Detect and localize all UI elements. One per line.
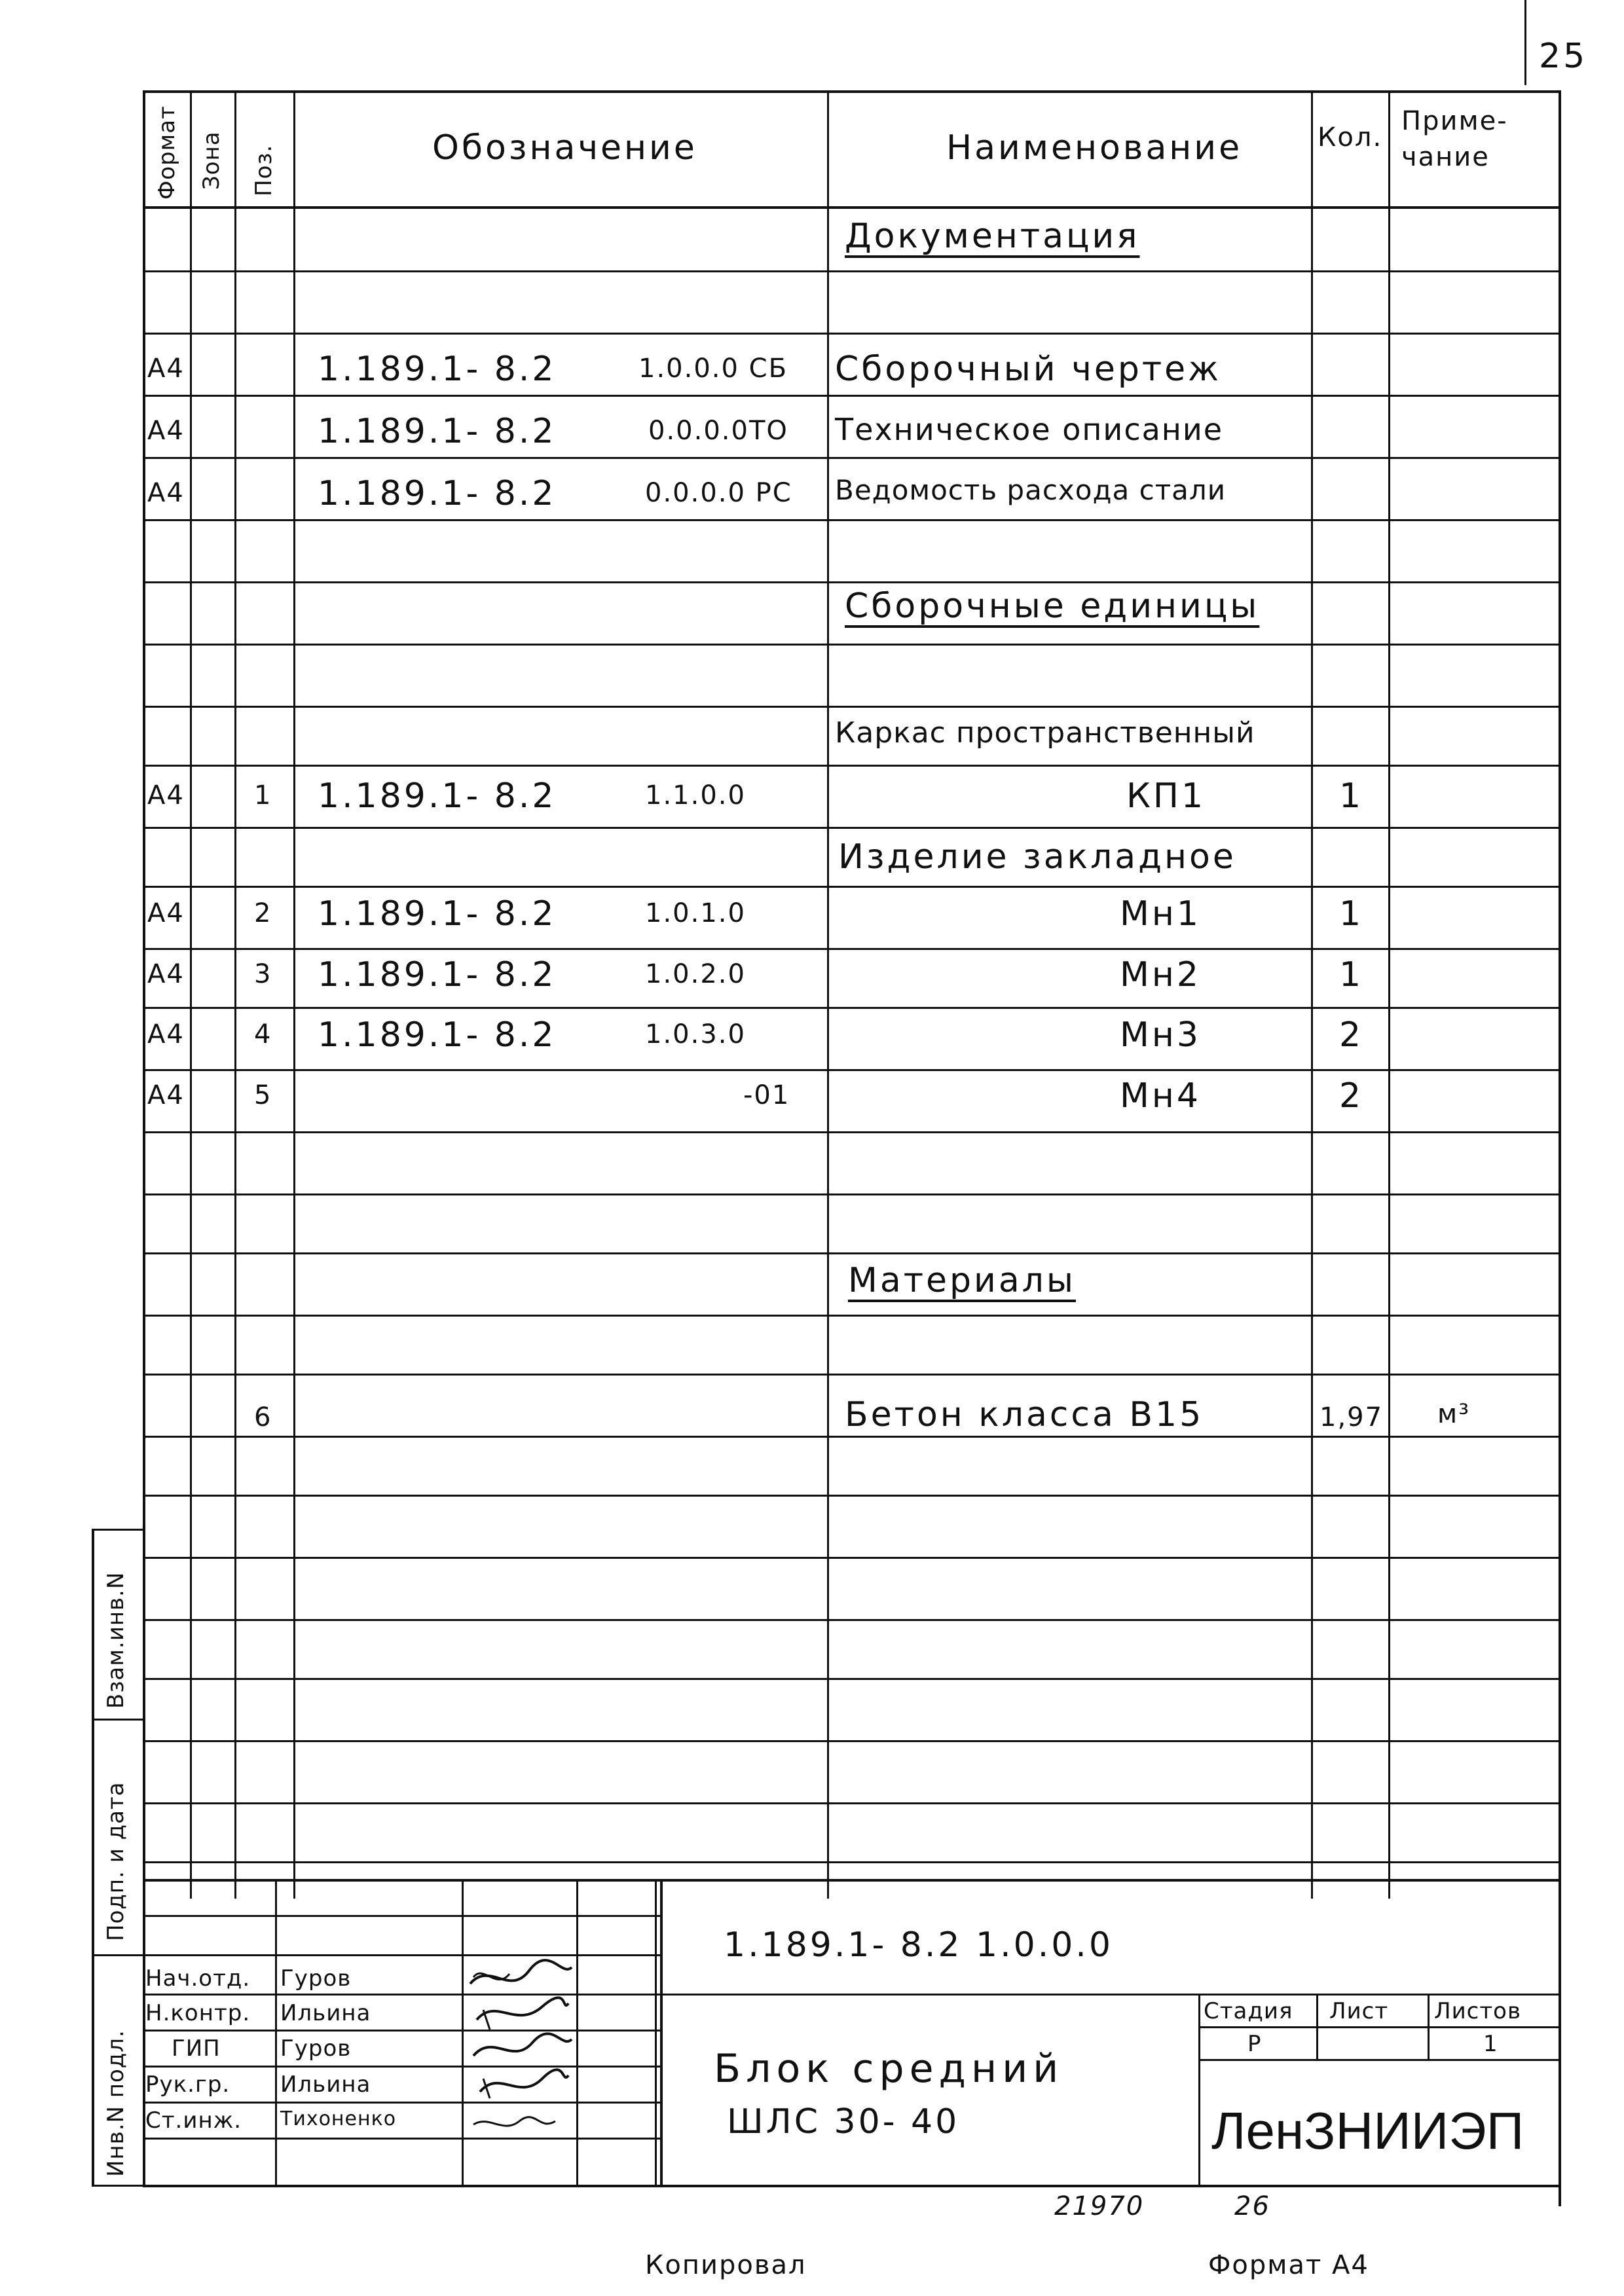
format-label: Формат А4 xyxy=(1208,2250,1369,2280)
title-line-1: Блок средний xyxy=(714,2046,1064,2092)
organization: ЛенЗНИИЭП xyxy=(1211,2102,1524,2160)
section-assembly-units: Сборочные единицы xyxy=(845,587,1260,626)
col-sep-pos xyxy=(293,92,295,1899)
title-block-top xyxy=(143,1879,1561,1882)
sheets-label: Листов xyxy=(1434,1998,1522,2024)
title-block-bottom xyxy=(143,2185,1561,2187)
header-bottom xyxy=(143,206,1561,209)
frame-top xyxy=(143,90,1561,93)
col-sep-zone xyxy=(234,92,236,1899)
order-number: 21970 xyxy=(1054,2191,1145,2221)
signatures-icon xyxy=(464,1958,575,2141)
section-documentation: Документация xyxy=(845,217,1140,256)
title-line-2: ШЛС 30- 40 xyxy=(727,2102,960,2141)
header-pos: Поз. xyxy=(251,144,277,196)
copied-label: Копировал xyxy=(645,2250,807,2280)
frame-label: Каркас пространственный xyxy=(835,716,1255,750)
header-qty: Кол. xyxy=(1318,122,1383,153)
sheets-value: 1 xyxy=(1483,2031,1498,2057)
spec-sheet-page: 25 Формат Зона Поз. Обозначение Наименование Кол. Приме- чание Документация А4 1.189.1- 8.2 1.0.0.0 СБ Сборочный чертеж А4 1.189.1- 8.2 0.0.0.0ТО Техническое описание А4 1.189.1- 8.2 0.0.0.0 РС Ведомость расхода стали Сборочные единицы Каркас пространственный А4 1 1.189.1- 8.2 1.1.0.0 КП1 1 Изделие закладное А4 2 1.189.1- 8.2 1.0.1.0 Мн1 1 А4 3 1.189.1- 8.2 1.0.2.0 Мн2 1 А4 4 1.189.1- 8.2 1.0.3.0 Мн3 2 А4 5 -01 Мн4 2 Материалы 6 Бетон класса В15 1,97 м³ Взам.инв.N Подп. и дата Инв.N подл. 1.189.1- 8.2 1.0.0.0 Нач.отд. Гуров Н.контр. Ильина ГИП Гуров Рук.гр. Ильина Ст.инж. Тихоненко Блок средний ШЛС 30- 40 Стадия Лист Листов Р 1 ЛенЗНИИЭП 21970 26 Копировал Формат А4 xyxy=(0,0,1624,2296)
sheet-label: Лист xyxy=(1329,1998,1389,2024)
corner-divider xyxy=(1524,0,1526,85)
section-materials: Материалы xyxy=(848,1261,1076,1300)
stage-value: Р xyxy=(1247,2031,1262,2057)
stage-label: Стадия xyxy=(1204,1998,1293,2024)
header-name: Наименование xyxy=(946,128,1243,168)
side-stamp-left xyxy=(92,1529,94,2187)
col-sep-format xyxy=(190,92,192,1899)
header-format: Формат xyxy=(154,105,180,200)
header-designation: Обозначение xyxy=(432,128,697,168)
header-note-1: Приме- xyxy=(1401,106,1508,136)
sheet-number: 25 xyxy=(1539,37,1588,76)
frame-right xyxy=(1559,92,1561,2206)
header-note-2: чание xyxy=(1401,142,1490,172)
stamp-inv-orig: Инв.N подл. xyxy=(103,2030,129,2177)
stamp-sign-date: Подп. и дата xyxy=(103,1781,129,1941)
stamp-replace-inv: Взам.инв.N xyxy=(103,1571,129,1709)
col-sep-designation xyxy=(827,92,829,1899)
title-doc-code: 1.189.1- 8.2 1.0.0.0 xyxy=(724,1925,1113,1965)
col-sep-qty xyxy=(1388,92,1390,1899)
col-sep-name xyxy=(1311,92,1313,1899)
header-zone: Зона xyxy=(198,131,225,190)
page-number: 26 xyxy=(1234,2191,1270,2221)
embedded-label: Изделие закладное xyxy=(838,837,1236,877)
